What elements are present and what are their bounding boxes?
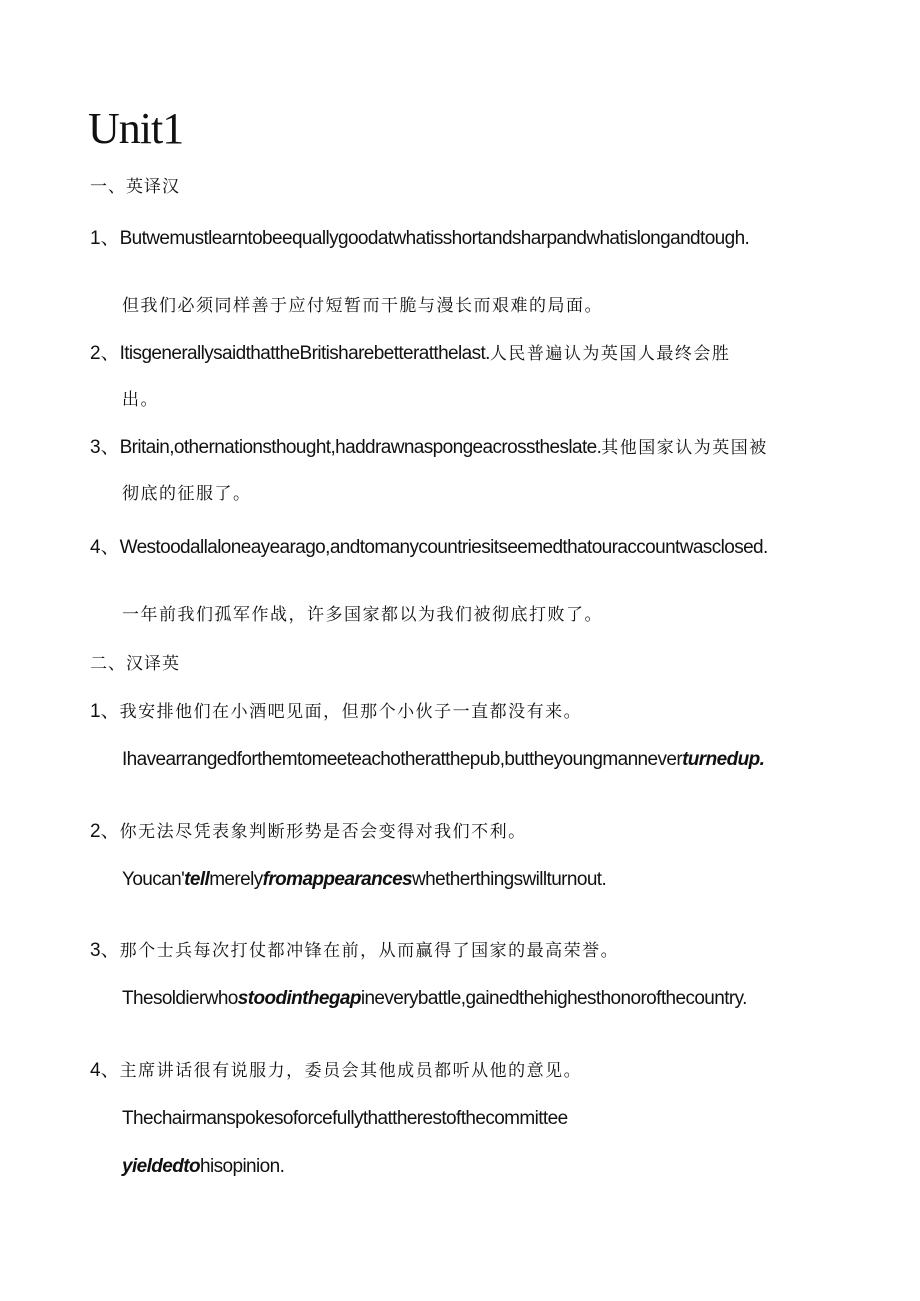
s2-item-4-translation-line1: Thechairmanspokesoforcefullythattherestofthecommittee — [122, 1108, 568, 1129]
item-number: 4、 — [90, 1060, 120, 1081]
chinese-translation: 其他国家认为英国被 — [601, 438, 768, 458]
chinese-sentence: 我安排他们在小酒吧见面，但那个小伙子一直都没有来。 — [119, 702, 583, 722]
item-number: 3、 — [90, 437, 120, 458]
key-phrase: yieldedto — [122, 1156, 201, 1177]
chinese-sentence: 那个士兵每次打仗都冲锋在前，从而赢得了国家的最高荣誉。 — [119, 941, 620, 961]
english-sentence: ItisgenerallysaidthattheBritisharebetteratthelast. — [119, 343, 490, 364]
s1-item-4 — [90, 532, 768, 559]
item-number: 4、 — [90, 537, 120, 558]
s2-item-3 — [90, 935, 619, 962]
s1-item-1 — [90, 223, 749, 250]
s1-item-2-translation-cont: 出。 — [122, 390, 159, 410]
key-phrase-tell: tell — [184, 869, 210, 890]
item-number: 2、 — [90, 821, 120, 842]
key-phrase: turnedup. — [682, 749, 765, 770]
english-translation: Thesoldierwho — [122, 988, 238, 1009]
english-sentence: Westoodallaloneayearago,andtomanycountriesitseemedthatouraccountwasclosed. — [119, 537, 768, 558]
section-heading-cn-to-en: 二、汉译英 — [90, 654, 180, 674]
english-translation-end: hisopinion. — [200, 1156, 285, 1177]
english-translation-end: ineverybattle,gainedthehighesthonorofthecountry. — [360, 988, 747, 1009]
apostrophe: ' — [181, 869, 185, 890]
english-translation-end: whetherthingswillturnout. — [412, 869, 607, 890]
item-number: 2、 — [90, 343, 120, 364]
s2-item-1 — [90, 696, 582, 723]
s1-item-3-translation-cont: 彻底的征服了。 — [122, 484, 252, 504]
key-phrase-appearances: fromappearances — [262, 869, 413, 890]
english-sentence: Britain,othernationsthought,haddrawnaspongeacrosstheslate. — [119, 437, 602, 458]
s2-item-3-translation — [122, 988, 747, 1010]
english-translation-mid: merely — [209, 869, 263, 890]
chinese-sentence: 主席讲话很有说服力，委员会其他成员都听从他的意见。 — [119, 1061, 583, 1081]
chinese-sentence: 你无法尽凭表象判断形势是否会变得对我们不利。 — [119, 822, 527, 842]
english-sentence: Butwemustlearntobeequallygoodatwhatisshortandsharpandwhatislongandtough. — [119, 228, 750, 249]
s2-item-2-translation — [122, 869, 606, 891]
item-number: 3、 — [90, 940, 120, 961]
section-heading-en-to-cn: 一、英译汉 — [90, 177, 180, 197]
s1-item-2 — [90, 338, 730, 365]
s2-item-2 — [90, 816, 527, 843]
s2-item-4 — [90, 1055, 582, 1082]
key-phrase: stoodinthegap — [237, 988, 361, 1009]
english-translation: Ihavearrangedforthemtomeeteachotheratthepub,buttheyoungmannever — [122, 749, 683, 770]
s2-item-1-translation — [122, 749, 764, 771]
s1-item-1-translation: 但我们必须同样善于应付短暂而干脆与漫长而艰难的局面。 — [122, 296, 603, 316]
s1-item-3 — [90, 432, 768, 459]
s2-item-4-translation-line2 — [122, 1156, 284, 1178]
item-number: 1、 — [90, 701, 120, 722]
chinese-translation: 人民普遍认为英国人最终会胜 — [489, 344, 731, 364]
item-number: 1、 — [90, 228, 120, 249]
english-translation: Youcan — [122, 869, 182, 890]
page-title: Unit1 — [88, 104, 184, 153]
s1-item-4-translation: 一年前我们孤军作战，许多国家都以为我们被彻底打败了。 — [122, 605, 603, 625]
